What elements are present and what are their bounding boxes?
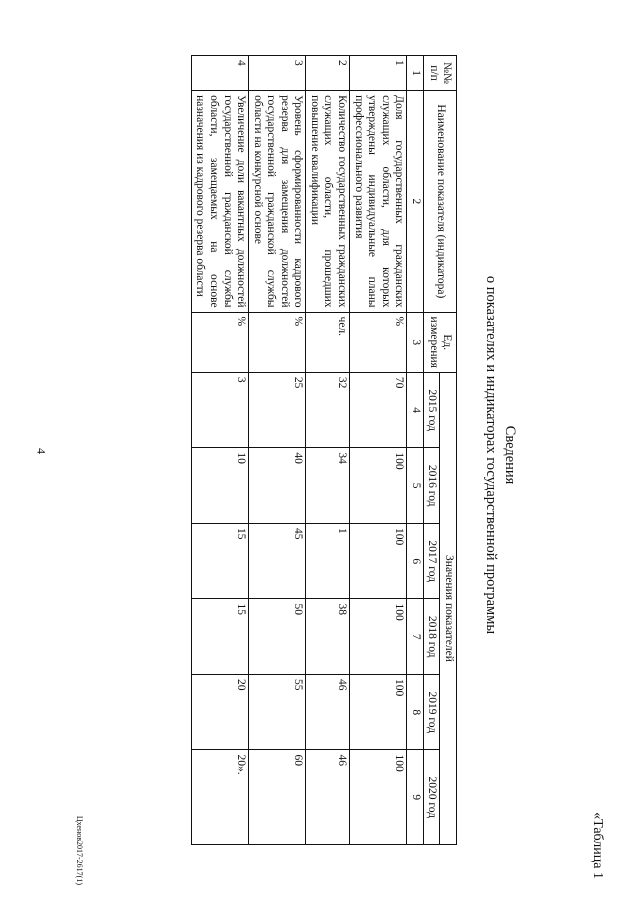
table-row xyxy=(306,56,350,845)
value-cell: 60 xyxy=(249,750,306,845)
table-row xyxy=(249,56,306,845)
document-subtitle: о показателях и индикаторах государственной программы xyxy=(483,275,499,635)
unit-cell: % xyxy=(350,312,407,372)
value-cell: 40 xyxy=(249,448,306,524)
column-number: 8 xyxy=(407,674,424,750)
table-row xyxy=(191,56,248,845)
unit-cell: % xyxy=(249,312,306,372)
indicator-name: Количество государственных гражданских служащих области, прошедших повышение квалификации xyxy=(306,91,350,312)
value-cell: 34 xyxy=(306,448,350,524)
column-number: 5 xyxy=(407,448,424,524)
value-cell: 100 xyxy=(350,674,407,750)
value-cell: 15 xyxy=(191,523,248,599)
indicator-name: Уровень сформированности кадрового резерва для замещения должностей государственной гражданской службы области на конкурсной основе xyxy=(249,91,306,312)
page-number: 4 xyxy=(34,448,49,454)
header-year: 2015 год xyxy=(423,372,440,448)
column-number: 9 xyxy=(407,750,424,845)
header-year: 2020 год xyxy=(423,750,440,845)
column-numbers-row xyxy=(407,56,424,845)
column-number: 4 xyxy=(407,372,424,448)
header-name: Наименование показателя (индикатора) xyxy=(423,91,456,312)
value-cell: 15 xyxy=(191,599,248,675)
indicator-name: Увеличение доли вакантных должностей государственной гражданской службы области, замещаемых на основе назначения из кадрового резерва области xyxy=(191,91,248,312)
value-cell: 70 xyxy=(350,372,407,448)
value-cell: 50 xyxy=(249,599,306,675)
value-cell: 100 xyxy=(350,448,407,524)
column-number: 1 xyxy=(407,56,424,91)
header-values-group: Значения показателей xyxy=(440,372,457,844)
value-cell: 55 xyxy=(249,674,306,750)
header-year: 2016 год xyxy=(423,448,440,524)
value-cell: 20 xyxy=(191,674,248,750)
header-year: 2017 год xyxy=(423,523,440,599)
indicators-table xyxy=(191,55,457,845)
column-number: 3 xyxy=(407,312,424,372)
value-cell: 32 xyxy=(306,372,350,448)
table-row xyxy=(350,56,407,845)
indicator-name: Доля государственных гражданских служащих области, для которых утверждены индивидуальные планы профессионального развития xyxy=(350,91,407,312)
value-cell: 100 xyxy=(350,523,407,599)
unit-cell: % xyxy=(191,312,248,372)
rotated-page-content xyxy=(45,25,625,885)
table-caption: «Таблица 1 xyxy=(590,812,605,879)
row-number: 4 xyxy=(191,56,248,91)
row-number: 1 xyxy=(350,56,407,91)
value-cell: 45 xyxy=(249,523,306,599)
header-num: №№ п/п xyxy=(423,56,456,91)
column-number: 7 xyxy=(407,599,424,675)
value-cell: 46 xyxy=(306,750,350,845)
column-number: 2 xyxy=(407,91,424,312)
unit-cell: чел. xyxy=(306,312,350,372)
value-cell: 20». xyxy=(191,750,248,845)
value-cell: 3 xyxy=(191,372,248,448)
value-cell: 100 xyxy=(350,599,407,675)
header-year: 2019 год xyxy=(423,674,440,750)
column-number: 6 xyxy=(407,523,424,599)
value-cell: 25 xyxy=(249,372,306,448)
header-unit: Ед. измерения xyxy=(423,312,456,372)
row-number: 3 xyxy=(249,56,306,91)
value-cell: 100 xyxy=(350,750,407,845)
row-number: 2 xyxy=(306,56,350,91)
header-row xyxy=(440,56,457,845)
document-title: Сведения xyxy=(502,425,518,485)
value-cell: 38 xyxy=(306,599,350,675)
value-cell: 10 xyxy=(191,448,248,524)
value-cell: 1 xyxy=(306,523,350,599)
footer-code: Цхенов2017-2617(1) xyxy=(75,815,84,885)
value-cell: 46 xyxy=(306,674,350,750)
header-year: 2018 год xyxy=(423,599,440,675)
